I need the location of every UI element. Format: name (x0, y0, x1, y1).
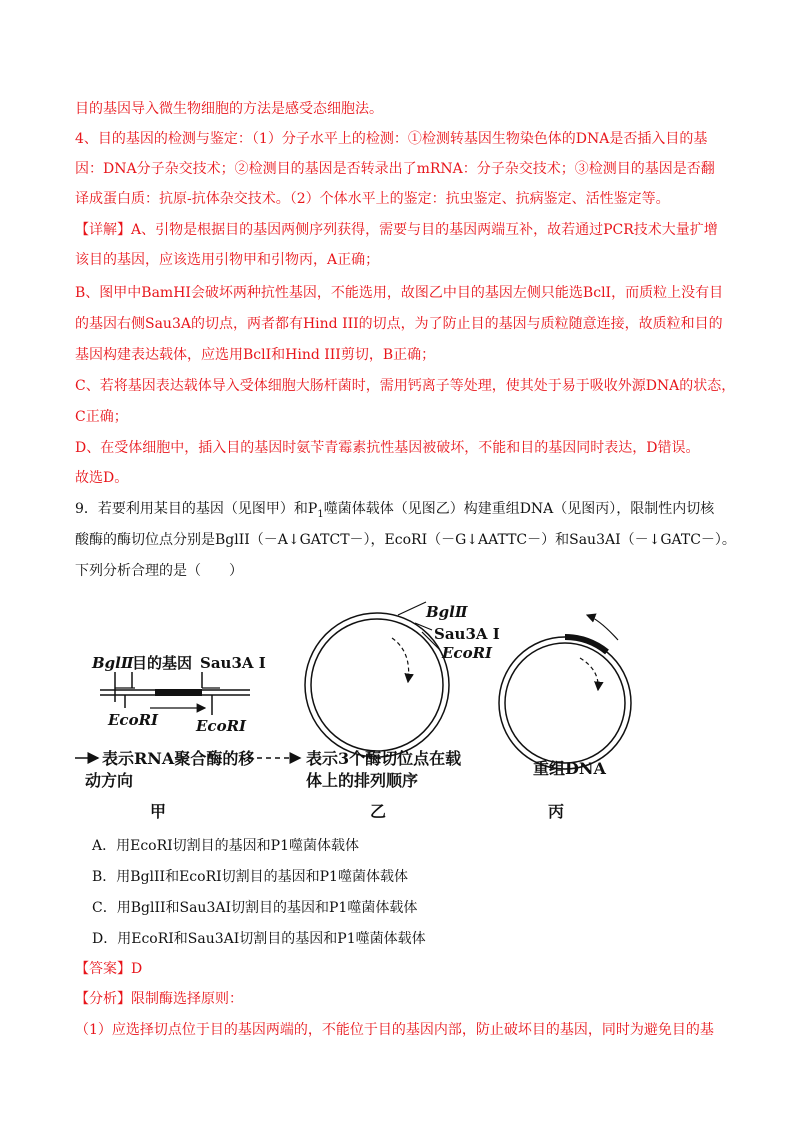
sau-label: Sau3A I (200, 654, 266, 672)
text-line: 【详解】A、引物是根据目的基因两侧序列获得，需要与目的基因两端互补，故若通过PCR技术大量扩增 (75, 222, 718, 238)
eco-label: EcoRI (442, 644, 493, 662)
figure-bing (499, 615, 631, 821)
text-line: 目的基因导入微生物细胞的方法是感受态细胞法。 (75, 101, 383, 117)
text-line: B、图甲中BamHI会破坏两种抗性基因，不能选用，故图乙中目的基因左侧只能选BclI，而质粒上没有目 (75, 285, 724, 301)
text-line: 的基因右侧Sau3A的切点，两者都有Hind III的切点，为了防止目的基因与质粒随意连接，故质粒和目的 (75, 316, 723, 332)
question-text: 9．若要利用某目的基因（见图甲）和P (75, 501, 318, 517)
option-c: C．用BglII和Sau3AI切割目的基因和P1噬菌体载体 (92, 900, 418, 916)
text-line: 基因构建表达载体，应选用BclI和Hind III剪切，B正确； (75, 347, 436, 363)
dna-figure (70, 590, 670, 830)
figure-yi (248, 602, 500, 821)
inserted-gene (565, 637, 607, 652)
question-line (75, 499, 714, 525)
bgl-label: BglⅡ (92, 654, 134, 672)
text-line: C正确； (75, 409, 128, 425)
legend-text: 动方向 (85, 771, 134, 790)
subscript: 1 (317, 508, 324, 520)
question-line: 下列分析合理的是（ ） (75, 563, 243, 579)
text-line: 该目的基因，应该选用引物甲和引物丙，A正确； (75, 252, 380, 268)
answer: 【答案】D (75, 961, 143, 977)
option-a: A．用EcoRI切割目的基因和P1噬菌体载体 (92, 838, 359, 854)
eco-label: EcoRI (196, 717, 247, 735)
order-dashed-arrow (580, 658, 598, 690)
sau-label: Sau3A I (434, 625, 500, 643)
caption-yi: 乙 (370, 802, 387, 821)
question-line: 酸酶的酶切位点分别是BglII（－A↓GATCT－），EcoRI（－G↓AATTC－）和Sau3AI（－↓GATC－）。 (75, 532, 736, 548)
recombinant-label: 重组DNA (533, 759, 606, 778)
question-text: 噬菌体载体（见图乙）构建重组DNA（见图丙），限制性内切核 (323, 501, 715, 517)
caption-bing: 丙 (548, 802, 565, 821)
option-b: B．用BglII和EcoRI切割目的基因和P1噬菌体载体 (92, 869, 408, 885)
text-line: 因：DNA分子杂交技术；②检测目的基因是否转录出了mRNA：分子杂交技术；③检测目的基因是否翻 (75, 161, 715, 177)
order-dashed-arrow (392, 638, 409, 682)
legend-text: 表示RNA聚合酶的移 (102, 749, 255, 768)
plasmid-inner (311, 619, 443, 751)
recombinant-inner (505, 643, 625, 763)
analysis-text: （1）应选择切点位于目的基因两端的，不能位于目的基因内部，防止破坏目的基因，同时为避免目的基 (75, 1022, 714, 1038)
text-line: 4、目的基因的检测与鉴定：（1）分子水平上的检测：①检测转基因生物染色体的DNA是否插入目的基 (75, 131, 708, 147)
target-gene-block (155, 689, 202, 696)
legend-text: 表示3个酶切位点在载 (306, 749, 462, 768)
gene-label: 目的基因 (132, 654, 193, 672)
figure-jia (75, 654, 266, 821)
plasmid-outer (305, 613, 449, 757)
recombinant-outer (499, 637, 631, 769)
text-line: C、若将基因表达载体导入受体细胞大肠杆菌时，需用钙离子等处理，使其处于易于吸收外源DNA的状态， (75, 378, 736, 394)
caption-jia: 甲 (150, 802, 167, 821)
text-line: D、在受体细胞中，插入目的基因时氨苄青霉素抗性基因被破坏，不能和目的基因同时表达，D错误。 (75, 440, 700, 456)
eco-label: EcoRI (108, 711, 159, 729)
text-line: 故选D。 (75, 470, 129, 486)
option-d: D．用EcoRI和Sau3AI切割目的基因和P1噬菌体载体 (92, 931, 426, 947)
legend-text: 体上的排列顺序 (306, 771, 419, 790)
analysis-heading: 【分析】限制酶选择原则： (75, 991, 243, 1007)
transcription-arrow (587, 615, 618, 640)
bgl-label: BglⅡ (426, 603, 468, 621)
text-line: 译成蛋白质：抗原-抗体杂交技术。（2）个体水平上的鉴定：抗虫鉴定、抗病鉴定、活性鉴定等。 (75, 191, 670, 207)
